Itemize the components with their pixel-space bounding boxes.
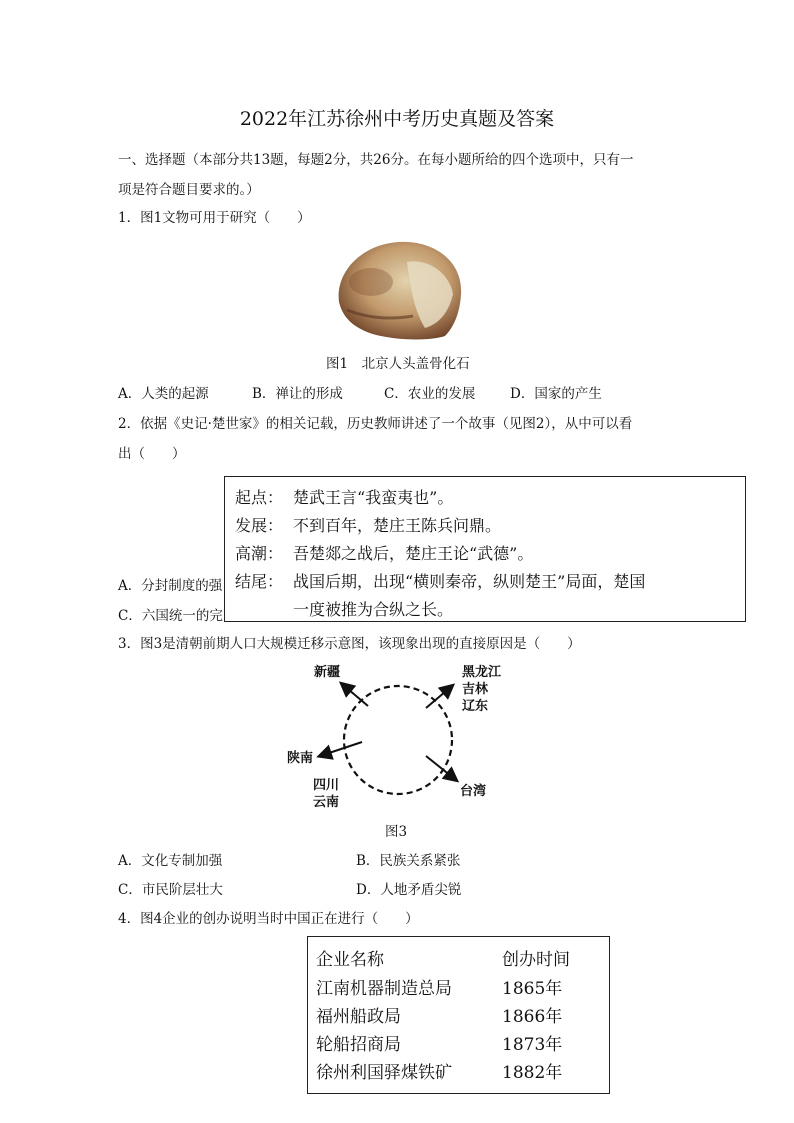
map-label-heilongjiang: 黑龙江 [462, 665, 502, 680]
page-title: 2022年江苏徐州中考历史真题及答案 [239, 108, 555, 130]
map-label-jilin: 吉林 [462, 682, 489, 697]
story-text: 楚武王言“我蛮夷也”。 [293, 488, 454, 507]
cell-date: 1882年 [502, 1063, 563, 1083]
story-label: 高潮： [235, 544, 284, 563]
story-text: 不到百年，楚庄王陈兵问鼎。 [293, 516, 502, 535]
q1-stem: 1．图1文物可用于研究（ ） [118, 210, 311, 226]
q2-option-c-partial: C．六国统一的完 [118, 608, 223, 624]
header-name: 企业名称 [316, 950, 384, 970]
arrow-shaannan [320, 742, 362, 756]
q1-option-c: C．农业的发展 [384, 386, 476, 402]
q3-option-b: B．民族关系紧张 [356, 853, 461, 869]
map-label-liaodong: 辽东 [462, 699, 489, 714]
q4-stem: 4．图4企业的创办说明当时中国正在进行（ ） [118, 911, 419, 927]
arrow-taiwan [426, 756, 456, 780]
skull-fossil-image [327, 232, 469, 346]
story-text: 一度被推为合纵之长。 [293, 600, 454, 619]
map-label-shaannan: 陕南 [287, 751, 314, 766]
story-label: 发展： [235, 516, 284, 535]
story-row-ending [235, 569, 645, 592]
q3-stem: 3．图3是清朝前期人口大规模迁移示意图，该现象出现的直接原因是（ ） [118, 636, 581, 652]
story-label: 起点： [235, 488, 284, 507]
header-date: 创办时间 [502, 950, 570, 970]
q3-option-a: A．文化专制加强 [118, 853, 223, 869]
q2-option-a-partial: A．分封制度的强 [118, 578, 223, 594]
story-row-ending-cont [235, 597, 453, 620]
q2-stem-line-1: 2．依据《史记·楚世家》的相关记载，历史教师讲述了一个故事（见图2），从中可以看 [118, 416, 633, 432]
q3-caption: 图3 [385, 824, 408, 840]
q2-stem-line-2: 出（ ） [118, 446, 186, 462]
q3-option-c: C．市民阶层壮大 [118, 882, 223, 898]
map-label-taiwan: 台湾 [460, 784, 487, 799]
story-label: 结尾： [235, 572, 284, 591]
story-row-development [235, 513, 501, 536]
q1-option-b: B．禅让的形成 [252, 386, 343, 402]
arrow-xinjiang [342, 684, 368, 706]
map-label-xinjiang: 新疆 [314, 665, 341, 680]
enterprise-table [307, 936, 610, 1094]
q2-story-box [224, 476, 746, 622]
story-text: 战国后期，出现“横则秦帝，纵则楚王”局面，楚国 [293, 572, 646, 591]
map-label-yunnan: 云南 [313, 795, 340, 810]
cell-date: 1865年 [502, 979, 563, 999]
cell-name: 福州船政局 [316, 1007, 401, 1027]
migration-circle [344, 686, 452, 794]
cell-name: 江南机器制造总局 [316, 979, 452, 999]
q1-option-a: A．人类的起源 [118, 386, 209, 402]
story-text: 吾楚郯之战后，楚庄王论“武德”。 [293, 544, 534, 563]
q3-option-d: D．人地矛盾尖锐 [356, 882, 462, 898]
story-row-climax [235, 541, 533, 564]
cell-name: 轮船招商局 [316, 1035, 401, 1055]
map-label-sichuan: 四川 [313, 778, 340, 793]
q1-caption: 图1 北京人头盖骨化石 [326, 356, 470, 372]
section-heading-line-2: 项是符合题目要求的。） [118, 182, 260, 198]
cell-date: 1866年 [502, 1007, 563, 1027]
story-row-start [235, 485, 453, 508]
section-heading-line-1: 一、选择题（本部分共13题，每题2分，共26分。在每小题所给的四个选项中，只有一 [118, 152, 634, 168]
cell-date: 1873年 [502, 1035, 563, 1055]
q1-option-d: D．国家的产生 [510, 386, 602, 402]
cell-name: 徐州利国驿煤铁矿 [316, 1063, 452, 1083]
